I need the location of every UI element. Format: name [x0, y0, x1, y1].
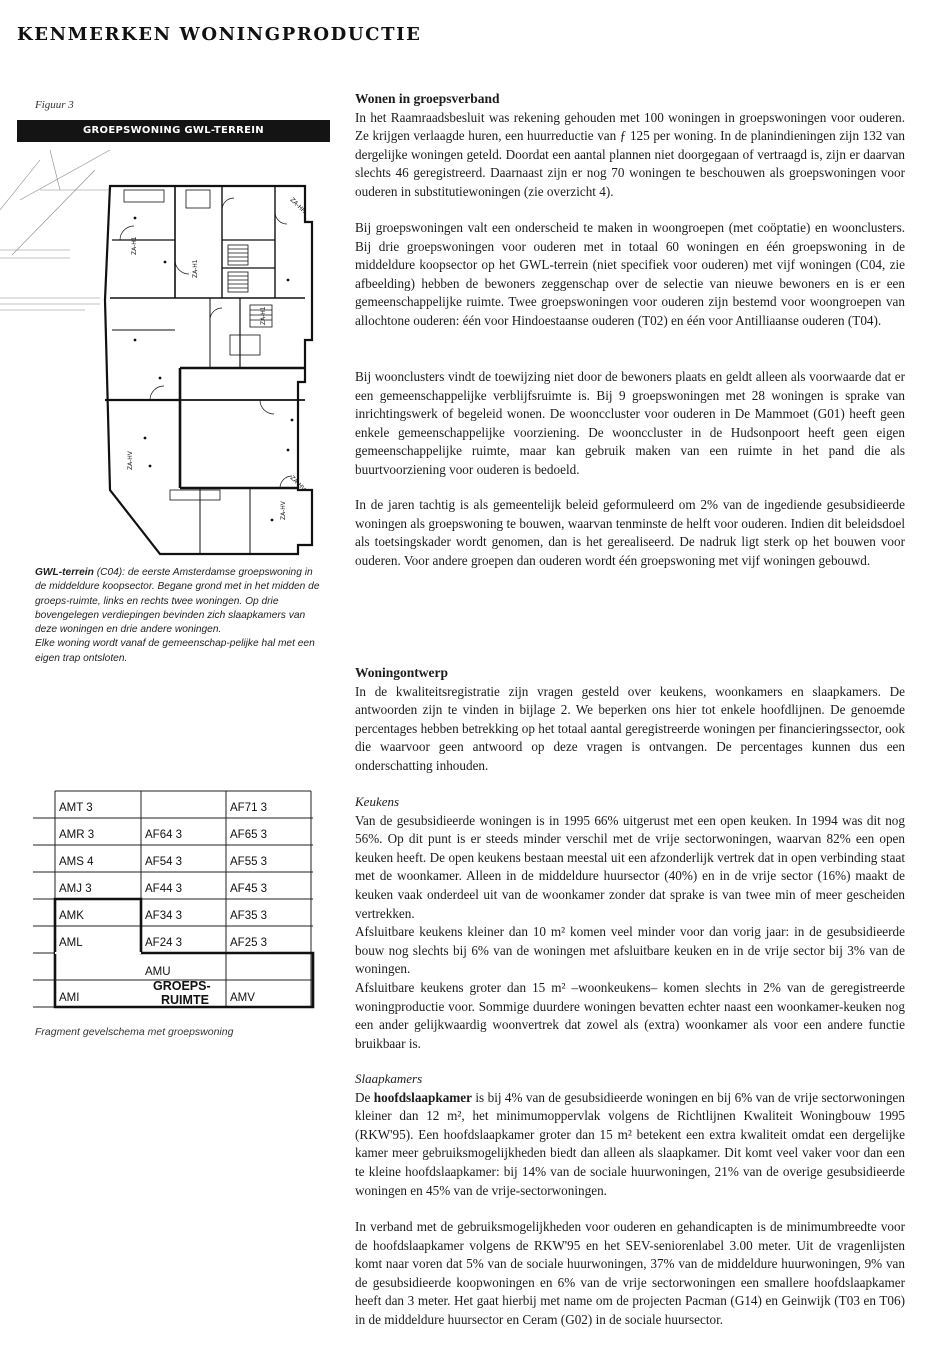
caption-body: (C04): de eerste Amsterdamse groepswoning in de middeldure koopsector. Begane grond met in het midden de groeps-ruimte, links en rechts twee woningen. Op drie bovengelegen verdiepingen bevinden zich slaapkamers van deze woningen en drie andere woningen. [35, 567, 320, 636]
facade-cell: AF71 3 [230, 802, 268, 814]
paragraph: In het Raamraadsbesluit was rekening gehouden met 100 woningen in groepswoningen voor ouderen. Ze krijgen verlaagde huren, een huurreductie van ƒ 125 per woning. In de planindieningen zijn 132 van dergelijke woningen geteld. Doordat een aantal plannen niet doorgegaan of vertraagd is, zijn er daarvan slechts 46 geregistreerd. Daarnaast zijn er nog 70 woningen te beschouwen als groepswoningen voor ouderen in substitutiewoningen (zie overzicht 4). [355, 109, 905, 199]
plan-label: ZA-H1 [192, 259, 199, 278]
facade-cell: AF25 3 [230, 937, 268, 949]
plan-label: ZA-HV [288, 474, 307, 493]
facade-cell: AMK [59, 910, 84, 922]
figure-title-bar: GROEPSWONING GWL-TERREIN [17, 120, 330, 142]
paragraph: In verband met de gebruiksmogelijkheden voor ouderen en gehandicapten is de minimumbreedte voor de hoofdslaapkamer volgens de RKW'95 en het SEV-seniorenlabel 3.00 meter. Uit de vragenlijsten komt naar voren dat 5% van de sociale huurwoningen, 37% van de middeldure huurwoningen, 9% van de gesubsidieerde koopwoningen en 6% van de vrije sectorwoningen een smallere hoofdslaapkamer heeft dan 3 meter. Het gaat hierbij met name om de projecten Pacman (G14) en Geinwijk (T03 en T06) in de middeldure huursector en Ceram (G02) in de sociale huursector. [355, 1219, 905, 1327]
paragraph: In de kwaliteitsregistratie zijn vragen gesteld over keukens, woonkamers en slaapkamers. De antwoorden zijn te vinden in bijlage 2. We beperken ons hier tot enkele hoofdlijnen. De genoemde percentages hebben betrekking op het totaal aantal geregistreerde woningen per financieringssector, ook die waarvoor geen antwoord op deze vragen is ontvangen. De percentages kunnen dus een onderschatting inhouden. [355, 683, 905, 773]
plan-label: ZA-HH [288, 196, 308, 216]
paragraph: In de jaren tachtig is als gemeentelijk beleid geformuleerd om 2% van de ingediende gesubsidieerde woningen als groepswoning te bouwen, waarvan tenminste de helft voor ouderen. Indien dit beleidsdoel als toetsingskader wordt genomen, dan is het gerealiseerd. De nadruk ligt sterk op het bouwen voor ouderen. Voor andere groepen dan ouderen wordt één groepswoning met vijf woningen gebouwd. [355, 497, 905, 568]
paragraph [355, 1089, 905, 1201]
facade-cell: AMJ 3 [59, 883, 92, 895]
text-run: is bij 4% van de gesubsidieerde woningen en bij 6% van de vrije sectorwoningen kleiner dan 12 m², het minimumoppervlak volgens de Richtlijnen Kwaliteit Woningbouw 1995 (RKW'95). Een hoofdslaapkamer groter dan 15 m² betekent een extra kwaliteit omdat een dergelijke kamer meer gebruiksmogelijkheden biedt dan alleen als slaapkamer. Dit komt veel vaker voor dan een te kleine hoofdslaapkamer: bij 14% van de sociale huurwoningen, 21% van de overige gesubsidieerde woningen en 45% van de vrije-sectorwoningen. [355, 1089, 905, 1198]
subsection-heading: Keukens [355, 794, 400, 809]
section-keukens [355, 793, 905, 1053]
text-run: De [355, 1089, 374, 1105]
plan-label: ZA-HV [280, 501, 287, 520]
paragraph: Afsluitbare keukens kleiner dan 10 m² komen veel minder voor dan vorig jaar: in de gesubsidieerde bouw nog slechts bij 6% van de woningen met afsluitbare keuken en in de vrije sector bij 3% van de woningen. [355, 924, 905, 977]
section-woningontwerp [355, 664, 905, 776]
plan-label: ZA-H1 [260, 306, 267, 325]
figure-label: Figuur 3 [35, 99, 74, 111]
subsection-heading: Slaapkamers [355, 1071, 423, 1086]
paragraph-block [355, 1218, 905, 1330]
emphasis-hoofdslaapkamer: hoofdslaapkamer [373, 1089, 472, 1105]
facade-cell: AF24 3 [145, 937, 183, 949]
facade-cell: AF35 3 [230, 910, 268, 922]
caption-lead: GWL-terrein [35, 567, 94, 578]
floor-plan-caption [35, 566, 325, 666]
page-heading: KENMERKEN WONINGPRODUCTIE [17, 24, 422, 45]
facade-cell: AF44 3 [145, 883, 183, 895]
facade-cell-amv: AMV [230, 992, 255, 1004]
section-heading: Woningontwerp [355, 665, 449, 680]
paragraph: Afsluitbare keukens groter dan 15 m² –woonkeukens– komen slechts in 2% van de geregistreerde woningproductie voor. Sommige duurdere woningen bevatten echter naast een woonkamer-keuken nog een ander gelijkwaardig woonvertrek dat zowel als (extra) woonkamer als voor een andere functie bruikbaar is. [355, 979, 905, 1051]
paragraph: Van de gesubsidieerde woningen is in 1995 66% uitgerust met een open keuken. In 1994 was dit nog 56%. Op dit punt is er steeds minder verschil met de vrije sectorwoningen, waarvan 82% een open keuken heeft. De open keukens bestaan meestal uit een afzonderlijk vertrek dat in open verbinding staat met de woonkamer. Alleen in de middeldure huursector (40%) en in de vrije sector (16%) maakt de keuken vaak onderdeel uit van de woonkamer zonder dat sprake is van twee min of meer gescheiden vertrekken. [355, 812, 905, 921]
facade-cell: AF34 3 [145, 910, 183, 922]
section-heading: Wonen in groepsverband [355, 91, 500, 106]
facade-cell: AMT 3 [59, 802, 93, 814]
facade-cell: AF54 3 [145, 856, 183, 868]
facade-cell: AF65 3 [230, 829, 268, 841]
paragraph: Bij woonclusters vindt de toewijzing niet door de bewoners plaats en geldt alleen als voorwaarde dat er een gemeenschappelijke verblijfsruimte is. Bij 9 groepswoningen met 28 woningen is sprake van inrichtingswerk of begeleid wonen. De woonccluster voor ouderen in De Mammoet (G01) heeft geen enkele gemeenschappelijke voorziening. De woonccluster in de Hudsonpoort heeft geen eigen gemeenschappelijke ruimte, maar kan gebruik maken van een ruimte in het pand die als buurtvoorziening voor ouderen is bedoeld. [355, 369, 905, 477]
paragraph-block [355, 496, 905, 570]
facade-cell-amu: AMU [145, 966, 171, 978]
paragraph: Bij groepswoningen valt een onderscheid te maken in woongroepen (met coöptatie) en woonclusters. Bij drie groepswoningen voor ouderen met in totaal 60 woningen en één groepswoning in de middeldure koopsector op het GWL-terrein (niet specifiek voor ouderen) met vijf woningen (C04, zie afbeelding) hebben de bewoners zeggenschap over de selectie van nieuwe bewoners en is er een gemeenschappelijke ruimte. Twee groepswoningen voor ouderen zijn bestemd voor woongroepen van allochtone ouderen: één voor Hindoestaanse ouderen (T02) en één voor Antilliaanse ouderen (T04). [355, 220, 905, 328]
plan-label: ZA-H1 [131, 236, 138, 255]
paragraph-block [355, 219, 905, 331]
section-slaapkamers [355, 1070, 905, 1200]
group-space-label: GROEPS- [153, 979, 211, 993]
facade-schema [25, 788, 320, 1013]
facade-cell: AF64 3 [145, 829, 183, 841]
paragraph-block [355, 368, 905, 480]
caption-body-2: Elke woning wordt vanaf de gemeenschap-pelijke hal met een eigen trap ontsloten. [35, 638, 315, 664]
group-space-label: RUIMTE [161, 993, 209, 1007]
floor-plan-drawing [0, 143, 330, 561]
facade-cell: AMR 3 [59, 829, 95, 841]
facade-caption: Fragment gevelschema met groepswoning [35, 1026, 234, 1038]
facade-cell: AF55 3 [230, 856, 268, 868]
plan-label: ZA-HV [127, 451, 134, 470]
facade-cell-ami: AMI [59, 992, 80, 1004]
facade-cell: AMS 4 [59, 856, 94, 868]
facade-cell: AML [59, 937, 83, 949]
section-wonen-in-groepsverband [355, 90, 905, 202]
facade-cell: AF45 3 [230, 883, 268, 895]
